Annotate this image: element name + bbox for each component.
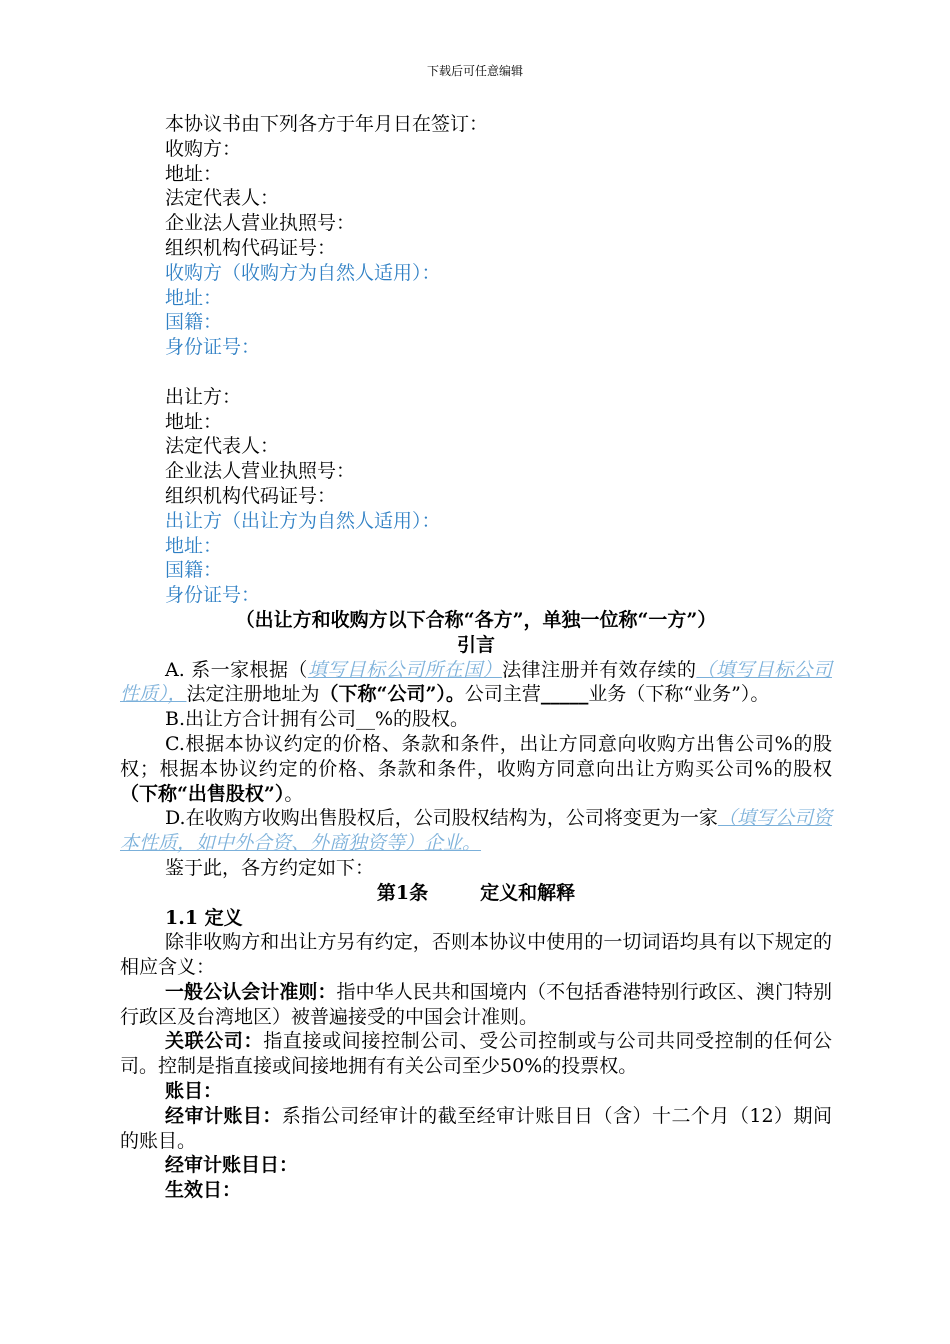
page-header: 下载后可任意编辑 <box>426 64 523 78</box>
acquirer-org-code-line: 组织机构代码证号： <box>165 236 337 259</box>
acquirer-natural-address: 地址： <box>165 286 223 309</box>
article-1-heading <box>120 881 832 906</box>
transferor-natural-nationality: 国籍： <box>165 559 223 582</box>
clause-a-text-5: 业务（下称“业务”）。 <box>588 683 770 706</box>
clause-c-sale-equity-def: （下称“出售股权”） <box>120 782 285 805</box>
whereas-line: 鉴于此，各方约定如下： <box>165 856 375 879</box>
def-effective-date <box>120 1178 832 1203</box>
def-accounts <box>120 1079 832 1104</box>
def-term: 经审计账目日： <box>165 1154 299 1177</box>
transferor-org-code-line: 组织机构代码证号： <box>165 484 337 507</box>
def-term: 一般公认会计准则： <box>165 980 337 1003</box>
clause-d <box>120 806 832 856</box>
def-term: 经审计账目： <box>165 1104 282 1127</box>
def-term: 账目： <box>165 1080 223 1103</box>
acquirer-legal-rep-line: 法定代表人： <box>165 187 280 210</box>
definitions-intro: 除非收购方和出让方另有约定，否则本协议中使用的一切词语均具有以下规定的相应含义： <box>120 931 832 979</box>
article-1-number: 第1条 <box>376 881 429 904</box>
clause-b: B.出让方合计拥有公司__%的股权。 <box>165 708 470 731</box>
def-term: 生效日： <box>165 1179 242 1202</box>
transferor-natural-title: 出让方（出让方为自然人适用）： <box>165 509 441 532</box>
def-audited-accounts <box>120 1104 832 1154</box>
opening-line: 本协议书由下列各方于年月日在签订： <box>165 113 489 135</box>
transferor-block <box>120 385 832 509</box>
transferor-natural-block <box>120 509 832 608</box>
transferor-license-line: 企业法人营业执照号： <box>165 460 356 483</box>
clause-a-text-2: 法律注册并有效存续的 <box>502 658 697 681</box>
clause-a-text-1: A. 系一家根据（ <box>165 658 308 681</box>
transferor-name-line: 出让方： <box>165 385 242 408</box>
acquirer-address-line: 地址： <box>165 162 223 185</box>
transferor-legal-rep-line: 法定代表人： <box>165 435 280 458</box>
clause-d-text-1: D.在收购方收购出售股权后，公司股权结构为，公司将变更为一家 <box>165 807 718 830</box>
def-gaap <box>120 980 832 1030</box>
intro-title: 引言 <box>456 633 495 656</box>
document-body <box>120 112 832 1203</box>
parties-note: （出让方和收购方以下合称“各方”，单独一位称“一方”） <box>235 608 717 631</box>
def-text: 指直接或间接控制公司、受公司控制或与公司共同受控制的任何公司。控制是指直接或间接地拥有有关公司至少50%的投票权。 <box>120 1030 832 1078</box>
acquirer-natural-title: 收购方（收购方为自然人适用）： <box>165 261 441 284</box>
acquirer-natural-id: 身份证号： <box>165 336 261 359</box>
transferor-natural-address: 地址： <box>165 534 223 557</box>
clause-a-blank: _____ <box>540 683 589 706</box>
def-text: 指中华人民共和国境内（不包括香港特别行政区、澳门特别行政区及台湾地区）被普遍接受的中国会计准则。 <box>120 980 832 1028</box>
blank-line <box>120 360 832 385</box>
clause-a-company-def: （下称“公司”）。 <box>319 683 465 706</box>
acquirer-natural-nationality: 国籍： <box>165 311 223 334</box>
transferor-natural-id: 身份证号： <box>165 584 261 607</box>
clause-a-text-4: 公司主营 <box>464 683 541 706</box>
clause-c-text-1: C.根据本协议约定的价格、条款和条件，出让方同意向收购方出售公司%的股权；根据本协议约定的价格、条款和条件，收购方同意向出让方购买公司%的股权 <box>120 732 832 780</box>
clause-a-text-3: 法定注册地址为 <box>186 683 320 706</box>
def-affiliate <box>120 1029 832 1079</box>
clause-d-hint-capital: （填写公司资本性质，如中外合资、外商独资等）企业。 <box>120 807 832 855</box>
clause-a-hint-nature: （填写目标公司性质）， <box>120 658 832 706</box>
clause-a <box>120 658 832 708</box>
acquirer-natural-block <box>120 261 832 360</box>
acquirer-name-line: 收购方： <box>165 137 242 160</box>
section-1-1-heading: 1.1 定义 <box>165 906 243 929</box>
def-audited-accounts-date <box>120 1153 832 1178</box>
clause-c-text-2: 。 <box>284 782 304 805</box>
acquirer-block <box>120 137 832 261</box>
acquirer-license-line: 企业法人营业执照号： <box>165 212 356 235</box>
clause-c <box>120 732 832 806</box>
transferor-address-line: 地址： <box>165 410 223 433</box>
article-1-title: 定义和解释 <box>480 881 576 904</box>
def-text: 系指公司经审计的截至经审计账目日（含）十二个月（12）期间的账目。 <box>120 1104 832 1152</box>
def-term: 关联公司： <box>165 1030 264 1053</box>
clause-a-hint-country: 填写目标公司所在国） <box>307 658 503 681</box>
